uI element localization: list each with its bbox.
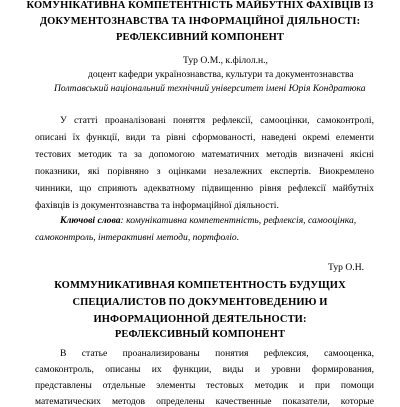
article1-abstract-line-6: фахівців із документознавства та інформаційної діяльності. xyxy=(35,200,279,211)
article1-abstract-line-5: чинники, що сприяють адекватному підвищенню рівня рефлексії майбутніх xyxy=(35,183,374,194)
article1-abstract-line-3: тестових методик та за допомогою математичних методів визначені якісні xyxy=(35,149,374,160)
article1-title-line-2: ДОКУМЕНТОЗНАВСТВА ТА ІНФОРМАЦІЙНОЇ ДІЯЛЬНОСТІ: xyxy=(39,16,361,27)
keywords-values: : комунікативна компетентність, рефлексія, самооцінка, xyxy=(120,215,357,226)
article1-title-line-3: РЕФЛЕКСИВНИЙ КОМПОНЕНТ xyxy=(115,32,284,43)
article1-institution: Полтавський національний технічний університет імені Юрія Кондратюка xyxy=(54,83,366,94)
keywords-label: Ключові слова xyxy=(60,215,121,226)
article1-keywords-line-1 xyxy=(60,215,356,226)
article1-abstract-line-2: описані їх функції, види та рівні сформованості, наведені окремі елементи xyxy=(35,132,374,143)
article2-abstract-line-1: В статье проанализированы понятия рефлексия, самооценка, xyxy=(60,348,374,359)
article2-author: Тур О.Н. xyxy=(328,262,365,273)
article2-title-line-1: КОММУНИКАТИВНАЯ КОМПЕТЕНТНОСТЬ БУДУЩИХ xyxy=(54,280,346,291)
article1-abstract-line-4: показники, які порівняно з оцінками незалежних експертів. Виокремлено xyxy=(35,166,374,177)
article1-keywords-line-2: самоконтроль, інтерактивні методи, портфоліо. xyxy=(35,232,240,243)
article1-author-position: доцент кафедри українознавства, культури та документознавства xyxy=(88,69,354,80)
article2-title-line-3: ИНФОРМАЦИОННОЙ ДЕЯТЕЛЬНОСТИ: xyxy=(93,314,307,325)
article2-abstract-line-4: математических методов определены качественные показатели, которые xyxy=(35,396,374,407)
article1-abstract-line-1: У статті проаналізовані поняття рефлексії, самооцінки, самоконтролі, xyxy=(60,115,374,126)
article2-title-line-4: РЕФЛЕКСИВНЫЙ КОМПОНЕНТ xyxy=(114,329,286,340)
article2-abstract-line-2: самоконтроль, описаны их функции, виды и уровни формирования, xyxy=(35,364,374,375)
article2-abstract-line-3: представлены отдельные элементы тестовых методик и при помощи xyxy=(35,380,374,391)
article2-title-line-2: СПЕЦИАЛИСТОВ ПО ДОКУМЕНТОВЕДЕНИЮ И xyxy=(72,297,328,308)
article1-title-line-1: КОМУНІКАТИВНА КОМПЕТЕНТНІСТЬ МАЙБУТНІХ ФАХІВЦІВ ІЗ xyxy=(26,0,374,11)
article1-author: Тур О.М., к.філол.н., xyxy=(183,55,268,66)
